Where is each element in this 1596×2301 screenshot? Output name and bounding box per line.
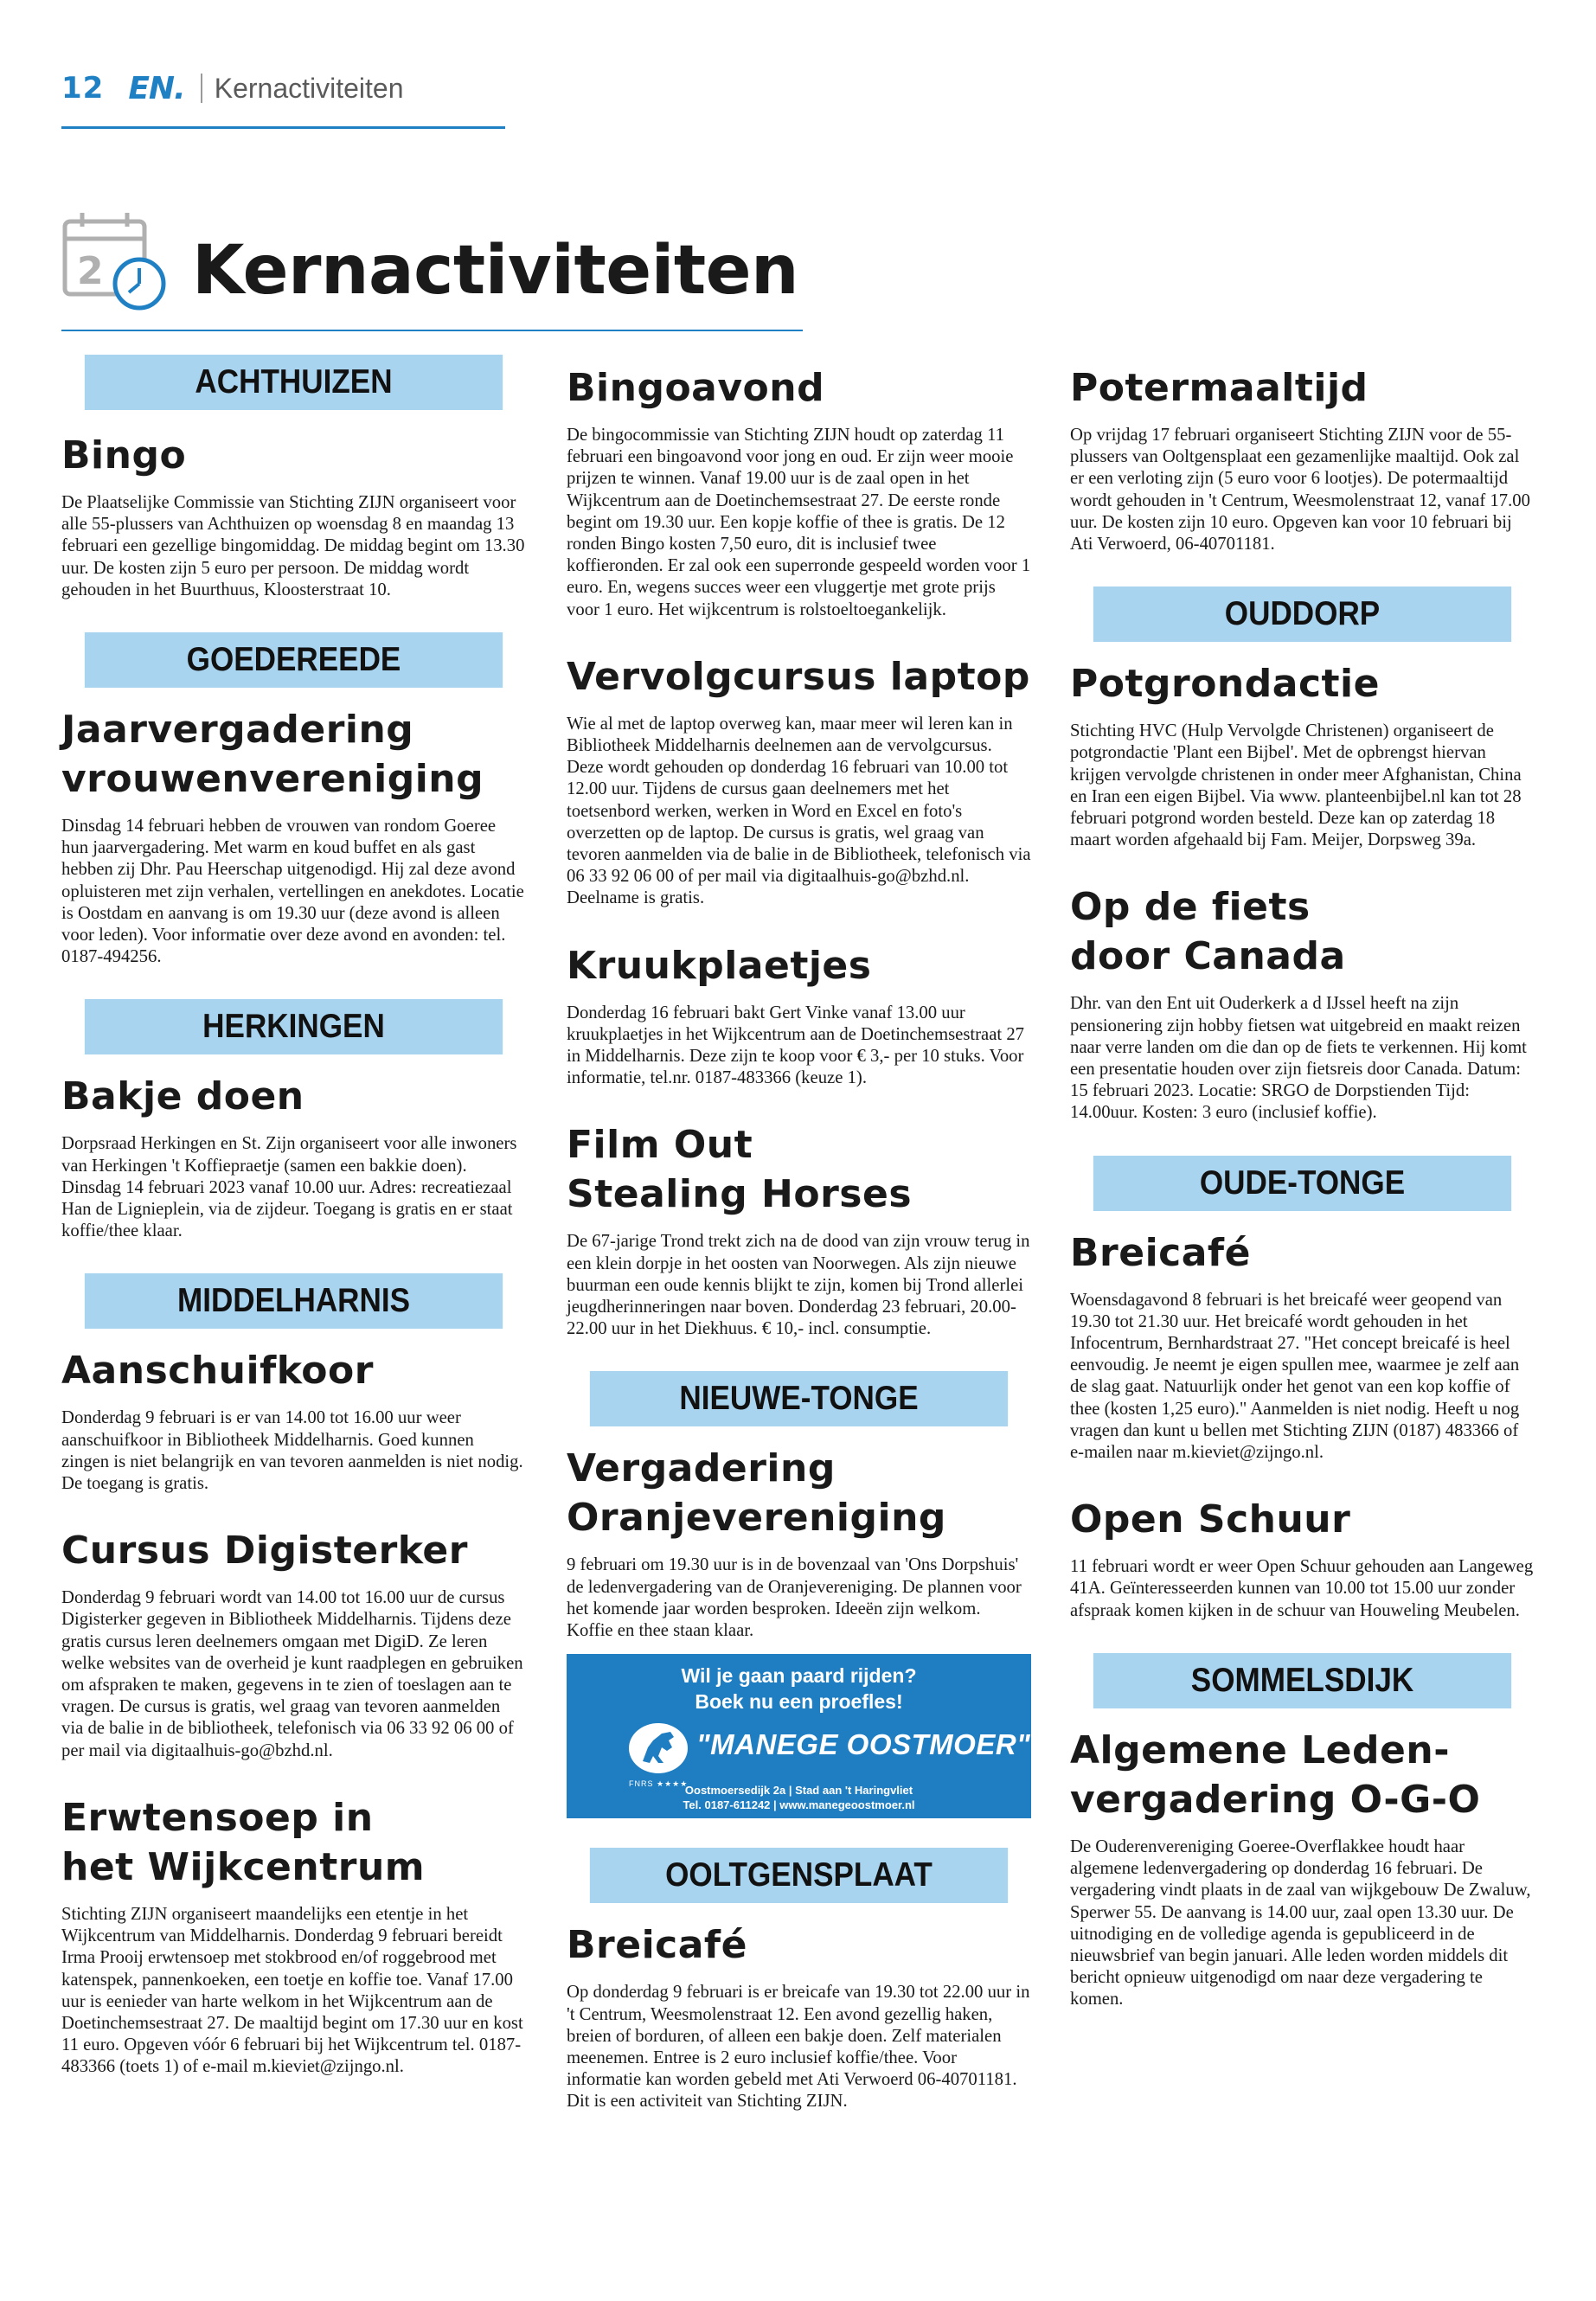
article-title-line: Vergadering [567, 1446, 836, 1491]
column-1 [61, 355, 526, 2110]
article-title [1070, 882, 1535, 981]
band-ooltgensplaat: OOLTGENSPLAAT [590, 1848, 1008, 1903]
article-text: De Ouderenvereniging Goeree-Overflakkee houdt haar algemene ledenvergadering op donderdag 16 februari. De vergadering vindt plaats in de zaal van wijkgebouw De Zwaluw, Sperwer 55. De aanvang is 14.00 uur, zaal open 13.30 uur. De uitnodiging en de volledige agenda is gepubliceerd in de nieuwsbrief van begin januari. Alle leden worden middels dit bericht opnieuw uitgenodigd om naar deze vergadering te komen. [1070, 1836, 1531, 2009]
article-title [61, 1793, 526, 1892]
article-title-line: vergadering O-G-O [1070, 1777, 1481, 1822]
ad-subheadline: Boek nu een proefles! [695, 1690, 903, 1714]
manege-advertisement[interactable] [567, 1654, 1031, 1818]
article-title: Breicafé [567, 1923, 747, 1968]
header-rule [61, 126, 505, 129]
article-title-line: Film Out [567, 1123, 753, 1168]
article-title: Open Schuur [1070, 1497, 1351, 1542]
article-text: Donderdag 16 februari bakt Gert Vinke vanaf 13.00 uur kruukplaetjes in het Wijkcentrum aan de Doetinchemsestraat 27 in Middelharnis. Deze zijn te koop voor € 3,- per 10 stuks. Voor informatie, tel.nr. 0187-483366 (keuze 1). [567, 1003, 1025, 1088]
title-rule [61, 330, 803, 331]
article-title-line: Oranjevereniging [567, 1496, 946, 1541]
article-text: Donderdag 9 februari is er van 14.00 tot 16.00 uur weer aanschuifkoor in Bibliotheek Middelharnis. Goed kunnen zingen is niet belangrijk en van tevoren aanmelden is niet nodig. De toegang is gratis. [61, 1408, 523, 1494]
band-ouddorp: OUDDORP [1093, 586, 1511, 642]
article-title: Potgrondactie [1070, 662, 1380, 707]
en-logo: EN. [128, 70, 185, 106]
article-text: Dorpsraad Herkingen en St. Zijn organiseert voor alle inwoners van Herkingen 't Koffiepraetje (samen een bakkie doen). Dinsdag 14 februari 2023 vanaf 10.00 uur. Adres: recreatiezaal Han de Ligniepl​ein, via de zijdeur. Toegang is gratis en er staat koffie/thee klaar. [61, 1134, 517, 1241]
article-title: Potermaaltijd [1070, 366, 1368, 410]
article-title-line: Jaarvergadering [61, 708, 414, 753]
article-title: Cursus Digisterker [61, 1529, 468, 1574]
column-2 [567, 355, 1031, 2144]
section-label: Kernactiviteiten [214, 72, 404, 104]
article-title: Kruukplaetjes [567, 943, 872, 988]
article-title: Aanschuifkoor [61, 1349, 374, 1394]
ad-headline: Wil je gaan paard rijden? [681, 1664, 917, 1688]
article-title: Bakje doen [61, 1074, 304, 1119]
article-title: Bingo [61, 433, 187, 478]
article-text: 11 februari wordt er weer Open Schuur gehouden aan Langeweg 41A. Geïnteresseerden kunnen van 10.00 tot 15.00 uur zonder afspraak komen kijken in de schuur van Houweling Meubelen. [1070, 1557, 1534, 1620]
band-sommelsdijk: SOMMELSDIJK [1093, 1653, 1511, 1708]
article-text: Wie al met de laptop overweg kan, maar meer wil leren kan in Bibliotheek Middelharnis deelnemen aan de vervolgcursus. Deze wordt gehouden op donderdag 16 februari van 10.00 tot 12.00 uur. Tijdens de cursus gaan deelnemers met het toetsenbord werken, werken in Word en Excel en foto's overzetten op de laptop. De cursus is gratis, wel graag van tevoren aanmelden via de balie in de Bibliotheek, telefonisch via 06 33 92 06 00 of per mail via digitaalhuis-go@bzhd.nl. Deelname is gratis. [567, 714, 1031, 908]
article-text: Donderdag 9 februari wordt van 14.00 tot 16.00 uur de cursus Digisterker gegeven in Bibliotheek Middelharnis. Tijdens deze gratis cursus leren deelnemers omgaan met DigiD. Ze leren welke websites van de overheid je kunt raadplegen en gebruiken om afspraken te maken, gegevens in te zien of toeslagen aan te vragen. De cursus is gratis, wel graag van tevoren aanmelden via de balie in de bibliotheek, telefonisch via 06 33 92 06 00 of per mail via digitaalhuis-go@bzhd.nl. [61, 1588, 523, 1760]
article-title-line: door Canada [1070, 934, 1346, 979]
article-title-line: Algemene Leden- [1070, 1727, 1450, 1772]
article-text: Woensdagavond 8 februari is het breicafé weer geopend van 19.30 tot 21.30 uur. Het breicafé wordt gehouden in het Infocentrum, Bernhardstraat 27. "Het concept breicafé is heel eenvoudig. Je neemt je eigen spullen mee, waarmee je zelf aan de slag gaat. Natuurlijk onder het genot van een kop koffie of thee (kosten 1,25 euro)." Aanmelden is niet nodig. Heeft u nog vragen dan kunt u bellen met Stichting ZIJN (0187) 483366 of e-mailen naar m.kieviet@zijngo.nl. [1070, 1290, 1520, 1463]
page-header [61, 71, 404, 106]
band-nieuwe-tonge: NIEUWE-TONGE [590, 1371, 1008, 1426]
band-oude-tonge: OUDE-TONGE [1093, 1156, 1511, 1211]
article-title: Vervolgcursus laptop [567, 654, 1030, 699]
article-title-line: vrouwenvereniging [61, 757, 484, 802]
band-goedereede: GOEDEREEDE [85, 632, 503, 688]
article-text: De Plaatselijke Commissie van Stichting ZIJN organiseert voor alle 55-plussers van Achthuizen op woensdag 8 en maandag 13 februari een gezellige bingomiddag. De middag begint om 13.30 uur. De kosten zijn 5 euro per persoon. De middag wordt gehouden in het Buurthuus, Kloosterstraat 10. [61, 493, 525, 599]
ad-rating: FNRS ★★★★ [629, 1779, 689, 1789]
band-herkingen: HERKINGEN [85, 999, 503, 1054]
article-text: De bingocommissie van Stichting ZIJN houdt op zaterdag 11 februari een bingoavond voor jong en oud. Er zijn weer mooie prijzen te winnen. Vanaf 19.00 uur is de zaal open in het Wijkcentrum aan de Doetinchemsestraat 27. De eerste ronde begint om 19.30 uur. Een kopje koffie of thee is gratis. De 12 ronden Bingo kosten 7,50 euro, dit is inclusief twee koffieronden. Er zal ook een superronde gespeeld worden voor 1 euro. En, wegens succes weer een vluggertje met grote prijs voor 1 euro. Het wijkcentrum is rolstoeltoegankelijk. [567, 426, 1031, 619]
article-title [567, 1120, 1031, 1219]
page-number: 12 [61, 71, 105, 106]
article-title [61, 705, 526, 804]
page-title: Kernactiviteiten [192, 232, 799, 310]
band-middelharnis: MIDDELHARNIS [85, 1273, 503, 1329]
column-3 [1070, 355, 1535, 2042]
article-text: 9 februari om 19.30 uur is in de bovenzaal van 'Ons Dorpshuis' de ledenvergadering van de Oranjevereniging. De plannen voor het komende jaar worden besproken. Ideeën zijn welkom. Koffie en thee staan klaar. [567, 1555, 1022, 1641]
article-title: Bingoavond [567, 366, 825, 410]
article-text: Stichting ZIJN organiseert maandelijks een etentje in het Wijkcentrum van Middelharnis. Donderdag 9 februari bereidt Irma Prooij erwtensoep met stokbrood en/of roggebrood met katenspek, pannenkoeken, een toetje en koffie toe. Vanaf 17.00 uur is eenieder van harte welkom in het Wijkcentrum aan de Doetinchemsestraat 27. De maaltijd begint om 17.30 uur en kost 11 euro. Opgeven vóór 6 februari bij het Wijkcentrum tel. 0187- 483366 (toets 1) of e-mail m.kieviet@zijngo.nl. [61, 1904, 523, 2077]
article-text: De 67-jarige Trond trekt zich na de dood van zijn vrouw terug in een klein dorpje in het oosten van Noorwegen. Als zijn nieuwe buurman een oude kennis blijkt te zijn, komen bij Trond allerlei jeugdherinneringen naar boven. Donderdag 23 februari, 20.00-22.00 uur in het Diekhuus. € 10,- incl. consumptie. [567, 1232, 1030, 1339]
article-title [567, 1444, 1031, 1542]
article-text: Op donderdag 9 februari is er breicafe van 19.30 tot 22.00 uur in 't Centrum, Weesmolenstraat 12. Een avond gezellig haken, breien of borduren, of alleen een bakje doen. Zelf materialen meenemen. Entree is 2 euro inclusief koffie/thee. Voor informatie kan worden gebeld met Ati Verwoerd 06-40701181. Dit is een activiteit van Stichting ZIJN. [567, 1983, 1030, 2112]
band-achthuizen: ACHTHUIZEN [85, 355, 503, 410]
article-title [1070, 1726, 1535, 1824]
header-separator [201, 74, 202, 103]
article-text: Op vrijdag 17 februari organiseert Stichting ZIJN voor de 55-plussers van Ooltgensplaat een gezamenlijke maaltijd. Ook zal er een verloting zijn (5 euro voor 6 lootjes). De potermaaltijd wordt gehouden in 't Centrum, Weesmolenstraat 12, vanaf 17.00 uur. De kosten zijn 10 euro. Opgeven kan voor 10 februari bij Ati Verwoerd, 06-40701181. [1070, 426, 1530, 554]
ad-contact[interactable]: Tel. 0187-611242 | www.manegeoostmoer.nl [683, 1798, 915, 1812]
article-text: Dhr. van den Ent uit Ouderkerk a d IJssel heeft na zijn pensionering zijn hobby fietsen wat uitgebreid en maakt reizen naar verre landen om die dan op de fiets te verkennen. Hij komt een presentatie houden over zijn fietsreis door Canada. Datum: 15 februari 2023. Locatie: SRGO de Dorpstienden Tijd: 14.00uur. Kosten: 3 euro (inclusief koffie). [1070, 994, 1527, 1123]
article-text: Stichting HVC (Hulp Vervolgde Christenen) organiseert de potgrondactie 'Plant een Bijbel'. Met de opbrengst hiervan krijgen vervolgde christenen in onder meer Afghanistan, China en Iran een eigen Bijbel. Via www. planteenbijbel.nl kan tot 28 februari potgrond worden besteld. Deze kan op zaterdag 18 maart worden afgehaald bij Fam. Meijer, Dorpsweg 39a. [1070, 721, 1522, 850]
horse-logo-icon [627, 1721, 689, 1775]
calendar-digit: 2 [77, 249, 104, 293]
article-title-line: het Wijkcentrum [61, 1844, 426, 1889]
article-title-line: Erwtensoep in [61, 1795, 374, 1840]
article-title-line: Op de fiets [1070, 885, 1311, 930]
article-title-line: Stealing Horses [567, 1172, 913, 1217]
article-text: Dinsdag 14 februari hebben de vrouwen van rondom Goeree hun jaarvergadering. Met warm en koud buffet en als gast hebben zij Dhr. Pau Heerschap uitgenodigd. Hij zal deze avond opluisteren met zijn verhalen, vertellingen en anekdotes. Locatie is Oostdam en aanvang is om 19.30 uur (deze avond is alleen voor leden). Voor informatie over deze avond en avonden: tel. 0187-494256. [61, 817, 524, 967]
ad-brand-name: "MANEGE OOSTMOER" [696, 1728, 1031, 1761]
calendar-clock-icon [61, 209, 169, 313]
article-title: Breicafé [1070, 1230, 1251, 1275]
ad-address: Oostmoersedijk 2a | Stad aan 't Haringvliet [684, 1784, 913, 1798]
